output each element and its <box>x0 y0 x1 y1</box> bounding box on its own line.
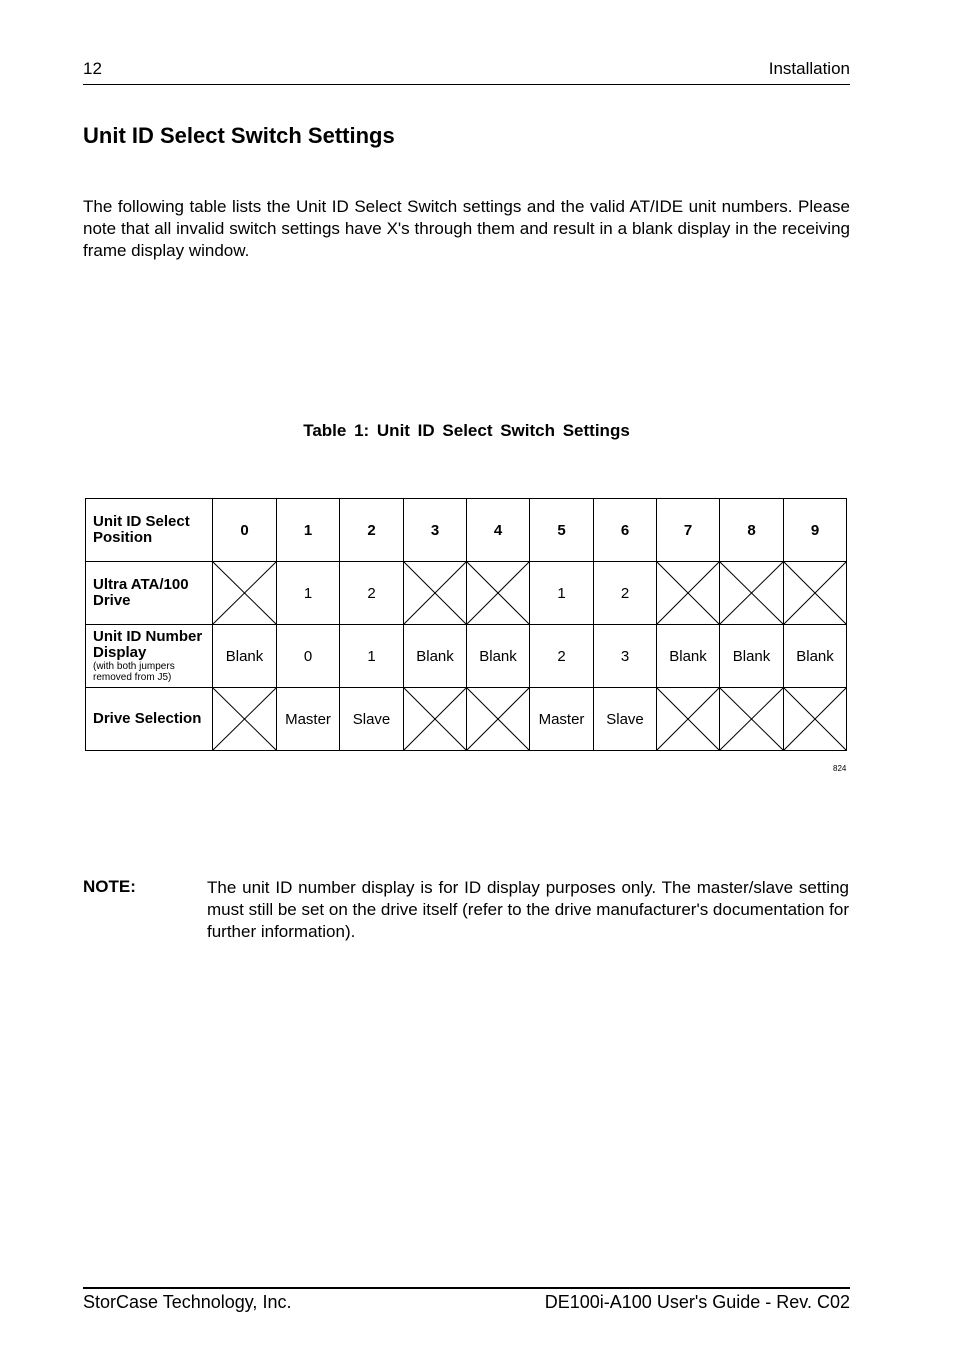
cross-out-icon <box>720 688 783 750</box>
table-cell: 1 <box>340 625 404 688</box>
table-caption: Table 1: Unit ID Select Switch Settings <box>303 421 630 440</box>
row-label-text: Drive Selection <box>93 710 202 727</box>
table-cell: 2 <box>340 562 404 625</box>
table-cell: Slave <box>340 688 404 751</box>
table-cell: 3 <box>594 625 657 688</box>
position-header-cell: 4 <box>467 499 530 562</box>
section-title: Installation <box>768 59 850 78</box>
note-label: NOTE: <box>83 877 136 896</box>
cross-out-icon <box>784 688 846 750</box>
position-header-cell: 2 <box>340 499 404 562</box>
invalid-cell-x <box>720 562 784 625</box>
table-cell: Blank <box>404 625 467 688</box>
page-title: Unit ID Select Switch Settings <box>83 123 395 148</box>
position-header-cell: 3 <box>404 499 467 562</box>
footer-rule <box>83 1287 850 1289</box>
cross-out-icon <box>404 562 466 624</box>
figure-number: 824 <box>833 764 847 773</box>
cross-out-icon <box>213 688 276 750</box>
cross-out-icon <box>784 562 846 624</box>
footer-company: StorCase Technology, Inc. <box>83 1292 292 1312</box>
table-cell: Slave <box>594 688 657 751</box>
invalid-cell-x <box>657 562 720 625</box>
invalid-cell-x <box>657 688 720 751</box>
table-cell: Blank <box>784 625 847 688</box>
invalid-cell-x <box>213 688 277 751</box>
header-rule <box>83 84 850 85</box>
invalid-cell-x <box>213 562 277 625</box>
table-cell: 2 <box>530 625 594 688</box>
invalid-cell-x <box>784 562 847 625</box>
cross-out-icon <box>657 562 719 624</box>
row-label-text: Unit ID Number Display <box>93 628 203 661</box>
invalid-cell-x <box>784 688 847 751</box>
cross-out-icon <box>467 688 529 750</box>
table-cell: 1 <box>530 562 594 625</box>
position-header-cell: 0 <box>213 499 277 562</box>
table-cell: 1 <box>277 562 340 625</box>
table-cell: Blank <box>657 625 720 688</box>
table-row <box>86 562 847 625</box>
invalid-cell-x <box>720 688 784 751</box>
position-header-cell: 9 <box>784 499 847 562</box>
invalid-cell-x <box>467 562 530 625</box>
table-cell: Blank <box>467 625 530 688</box>
table-cell: 0 <box>277 625 340 688</box>
cross-out-icon <box>657 688 719 750</box>
row-label <box>86 688 213 751</box>
intro-paragraph: The following table lists the Unit ID Select Switch settings and the valid AT/IDE unit numbers. Please note that all invalid switch settings have X's through them and result in a blank display in the receiving frame display window. <box>83 197 850 260</box>
footer-document: DE100i-A100 User's Guide - Rev. C02 <box>544 1292 850 1312</box>
invalid-cell-x <box>404 688 467 751</box>
invalid-cell-x <box>467 688 530 751</box>
table-row <box>86 625 847 688</box>
note-text: The unit ID number display is for ID display purposes only. The master/slave setting must still be set on the drive itself (refer to the drive manufacturer's documentation for further information). <box>207 878 849 941</box>
invalid-cell-x <box>404 562 467 625</box>
row-label-text: Unit ID Select Position <box>93 513 190 546</box>
row-label <box>86 625 213 688</box>
row-label-note: (with both jumpers removed from J5) <box>93 661 175 683</box>
row-label <box>86 562 213 625</box>
table-cell: 2 <box>594 562 657 625</box>
table-cell: Blank <box>720 625 784 688</box>
position-header-cell: 7 <box>657 499 720 562</box>
table-cell: Master <box>277 688 340 751</box>
row-label <box>86 499 213 562</box>
cross-out-icon <box>467 562 529 624</box>
position-header-cell: 6 <box>594 499 657 562</box>
table-cell: Master <box>530 688 594 751</box>
cross-out-icon <box>404 688 466 750</box>
unit-id-table <box>85 498 847 751</box>
cross-out-icon <box>213 562 276 624</box>
position-header-cell: 1 <box>277 499 340 562</box>
table-row <box>86 499 847 562</box>
position-header-cell: 8 <box>720 499 784 562</box>
cross-out-icon <box>720 562 783 624</box>
position-header-cell: 5 <box>530 499 594 562</box>
table-cell: Blank <box>213 625 277 688</box>
page-number: 12 <box>83 59 102 78</box>
row-label-text: Ultra ATA/100 Drive <box>93 576 189 609</box>
table-row <box>86 688 847 751</box>
